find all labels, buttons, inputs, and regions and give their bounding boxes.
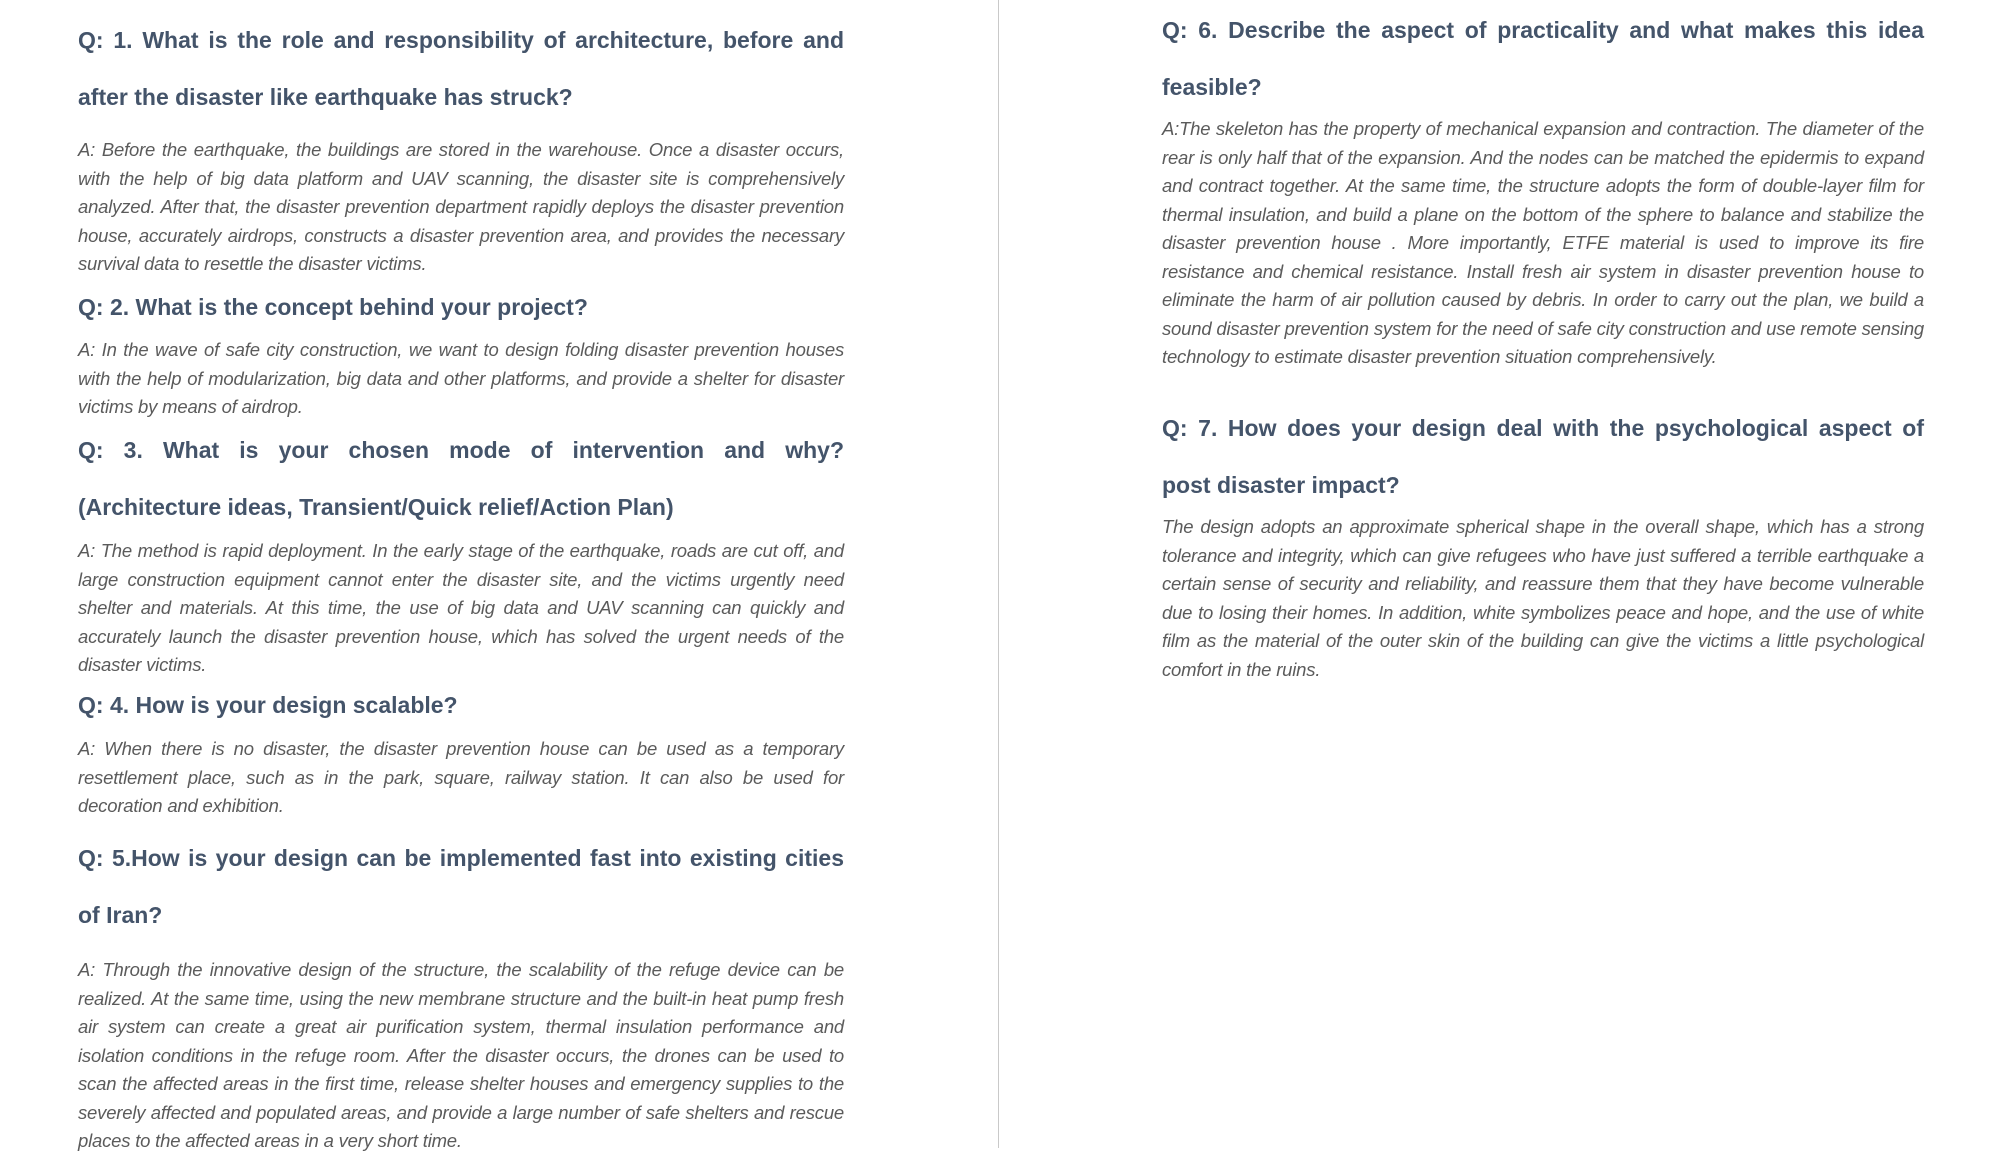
answer-6: A:The skeleton has the property of mechanical expansion and contraction. The diameter of the rear is only half that of the expansion. And the nodes can be matched the epidermis to expand and contract together. At the same time, the structure adopts the form of double-layer film for thermal insulation, and build a plane on the bottom of the sphere to balance and stabilize the disaster prevention house . More importantly, ETFE material is used to improve its fire resistance and chemical resistance. Install fresh air system in disaster prevention house to eliminate the harm of air pollution caused by debris. In order to carry out the plan, we build a sound disaster prevention system for the need of safe city construction and use remote sensing technology to estimate disaster prevention situation comprehensively. xyxy=(1162,118,1924,367)
question-3: Q: 3. What is your chosen mode of intervention and why? (Architecture ideas, Transient/Quick relief/Action Plan) xyxy=(78,437,844,520)
answer-4: A: When there is no disaster, the disaster prevention house can be used as a temporary resettlement place, such as in the park, square, railway station. It can also be used for decoration and exhibition. xyxy=(78,738,844,816)
answer-5: A: Through the innovative design of the structure, the scalability of the refuge device can be realized. At the same time, using the new membrane structure and the built-in heat pump fresh air system can create a great air purification system, thermal insulation performance and isolation conditions in the refuge room. After the disaster occurs, the drones can be used to scan the affected areas in the first time, release shelter houses and emergency supplies to the severely affected and populated areas, and provide a large number of safe shelters and rescue places to the affected areas in a very short time. xyxy=(78,959,844,1151)
answer-7: The design adopts an approximate spherical shape in the overall shape, which has a strong tolerance and integrity, which can give refugees who have just suffered a terrible earthquake a certain sense of security and reliability, and reassure them that they have become vulnerable due to losing their homes. In addition, white symbolizes peace and hope, and the use of white film as the material of the outer skin of the building can give the victims a little psychological comfort in the ruins. xyxy=(1162,516,1924,680)
question-7: Q: 7. How does your design deal with the psychological aspect of post disaster impact? xyxy=(1162,415,1924,498)
question-5: Q: 5.How is your design can be implemented fast into existing cities of Iran? xyxy=(78,845,844,928)
question-6: Q: 6. Describe the aspect of practicality and what makes this idea feasible? xyxy=(1162,17,1924,100)
answer-3: A: The method is rapid deployment. In the early stage of the earthquake, roads are cut off, and large construction equipment cannot enter the disaster site, and the victims urgently need shelter and materials. At this time, the use of big data and UAV scanning can quickly and accurately launch the disaster prevention house, which has solved the urgent needs of the disaster victims. xyxy=(78,540,844,675)
question-4: Q: 4. How is your design scalable? xyxy=(78,692,458,718)
answer-1: A: Before the earthquake, the buildings are stored in the warehouse. Once a disaster occurs, with the help of big data platform and UAV scanning, the disaster site is comprehensively analyzed. After that, the disaster prevention department rapidly deploys the disaster prevention house, accurately airdrops, constructs a disaster prevention area, and provides the necessary survival data to resettle the disaster victims. xyxy=(78,139,844,274)
question-2: Q: 2. What is the concept behind your project? xyxy=(78,294,588,320)
question-1: Q: 1. What is the role and responsibility of architecture, before and after the disaster like earthquake has struck? xyxy=(78,27,844,110)
column-divider xyxy=(998,0,999,1148)
answer-2: A: In the wave of safe city construction, we want to design folding disaster prevention houses with the help of modularization, big data and other platforms, and provide a shelter for disaster victims by means of airdrop. xyxy=(78,339,844,417)
